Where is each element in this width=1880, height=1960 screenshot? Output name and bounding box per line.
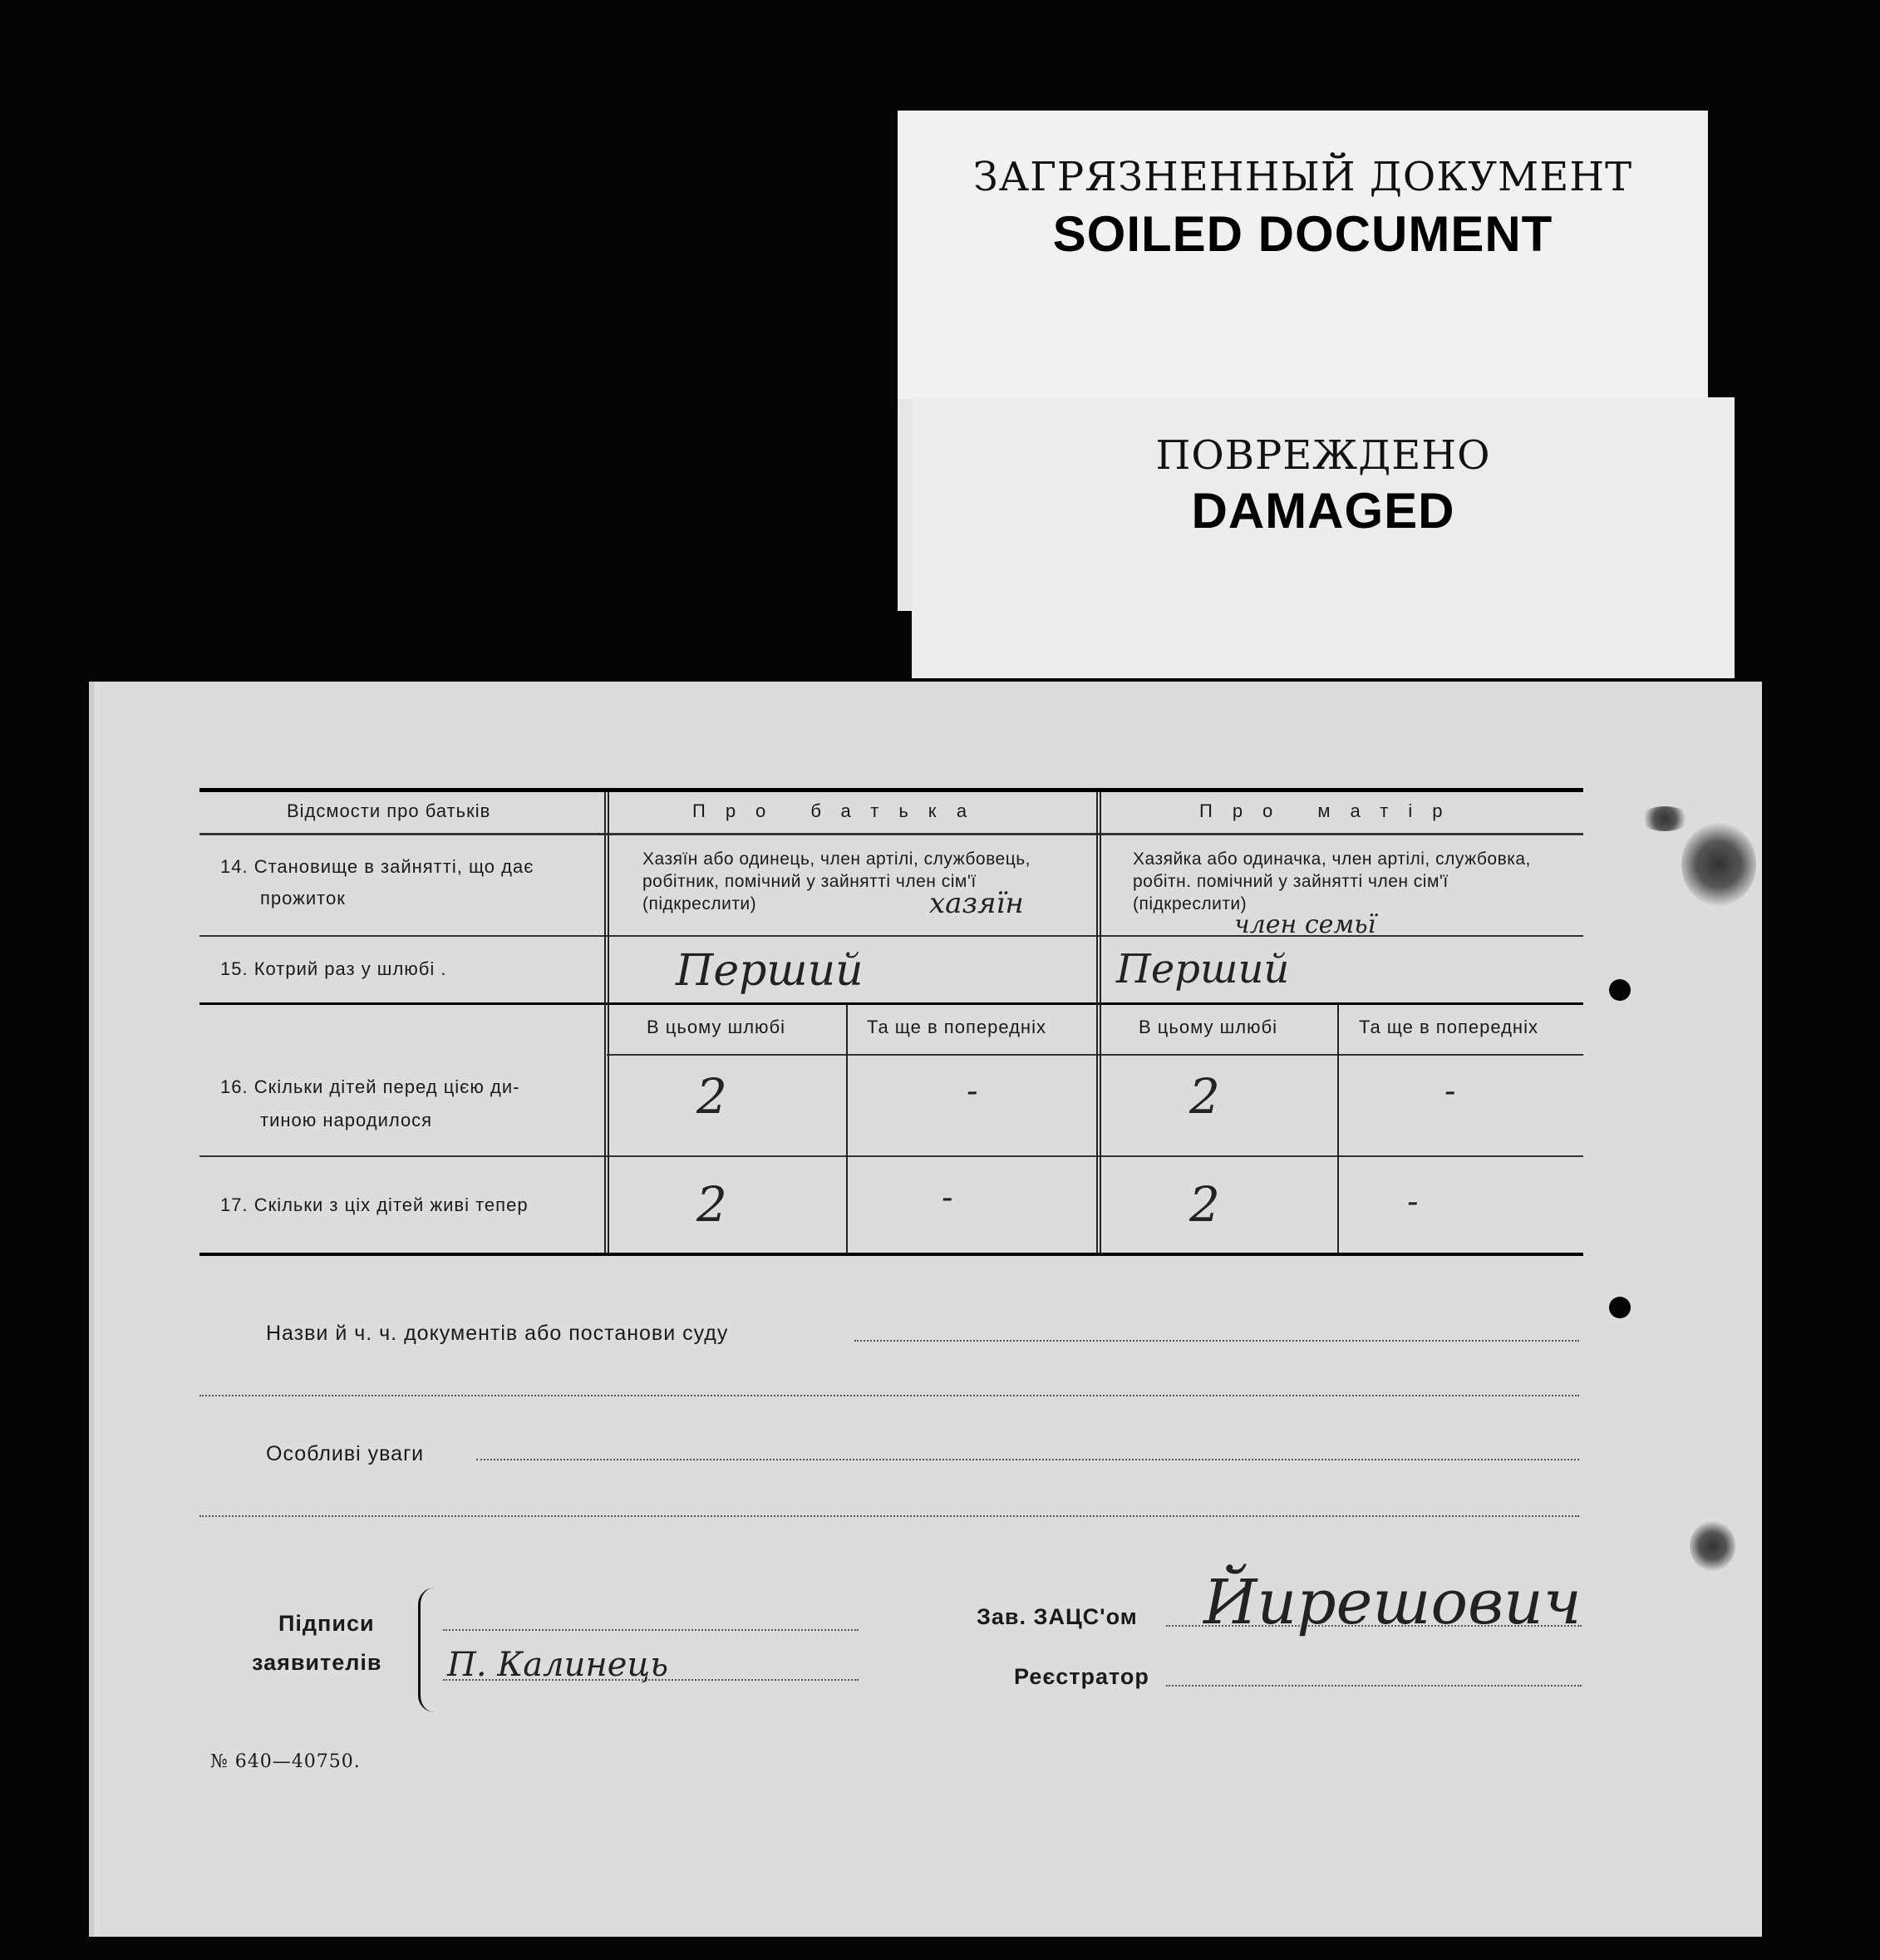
damaged-card (912, 397, 1735, 678)
row16-mother-this: 2 (1189, 1068, 1220, 1125)
registrar-line (1166, 1685, 1582, 1687)
subheader-mother-this: В цьому шлюбі (1139, 1017, 1278, 1037)
row15-rule (199, 1002, 1583, 1005)
documents-label: Назви й ч. ч. документів або постанови суду (266, 1322, 729, 1345)
row14-label-cont: прожиток (260, 888, 346, 909)
damaged-label-ru: ПОВРЕЖДЕНО (1155, 432, 1491, 479)
head-label: Зав. ЗАЦС'ом (977, 1604, 1138, 1629)
row17-mother-this: 2 (1189, 1176, 1220, 1233)
row16-father-this: 2 (696, 1068, 727, 1125)
remarks-line-2 (199, 1515, 1579, 1517)
punch-hole (1609, 979, 1631, 1001)
table-top-rule (199, 788, 1583, 792)
header-info: Відсмости про батьків (287, 800, 491, 821)
col-divider (846, 1005, 848, 1253)
row14-father-options: Хазяїн або одинець, член артілі, службовець, робітник, помічний у зайнятті член сім'ї (підкреслити) (642, 849, 1031, 914)
soiled-label-ru: ЗАГРЯЗНЕННЫЙ ДОКУМЕНТ (972, 154, 1633, 200)
documents-line (854, 1340, 1579, 1342)
form-number: № 640—40750. (210, 1751, 361, 1772)
applicant-line-1 (443, 1629, 859, 1631)
row16-label: 16. Скільки дітей перед цією ди- (220, 1076, 520, 1097)
row15-label: 15. Котрий раз у шлюбі . (220, 958, 447, 979)
subheader-rule (607, 1054, 1583, 1056)
row17-label: 17. Скільки з ціх дітей живі тепер (220, 1194, 529, 1215)
ink-stain (1640, 806, 1690, 831)
row14-father-handwriting: хазяїн (929, 887, 1024, 920)
row14-mother-handwriting: член семьї (1234, 910, 1376, 939)
row17-father-this: 2 (696, 1176, 727, 1233)
row15-mother-handwriting: Перший (1116, 946, 1290, 992)
soiled-document-card (898, 111, 1708, 418)
col-divider (1100, 792, 1101, 1253)
table-bottom-rule (199, 1253, 1583, 1256)
row16-label-cont: тиною народилося (260, 1110, 433, 1130)
subheader-father-this: В цьому шлюбі (647, 1017, 786, 1037)
row14-rule (199, 935, 1583, 937)
remarks-line (476, 1459, 1579, 1460)
registration-form-sheet (94, 682, 1762, 1937)
head-signature: Йирешович (1203, 1567, 1582, 1638)
row14-mother-options: Хазяйка або одиначка, член артілі, службовка, робітн. помічний у зайнятті член сім'ї (підкреслити) (1133, 849, 1531, 914)
remarks-label: Особливі уваги (266, 1442, 425, 1465)
row16-mother-previous: - (1444, 1072, 1456, 1111)
applicant-signature: П. Калинець (447, 1646, 669, 1684)
row16-rule (199, 1155, 1583, 1157)
header-mother: Про матір (1199, 800, 1463, 821)
punch-hole (1609, 1297, 1631, 1318)
soiled-label-en: SOILED DOCUMENT (1052, 206, 1553, 262)
row16-father-previous: - (967, 1072, 978, 1111)
row15-father-handwriting: Перший (676, 946, 864, 996)
header-father: Про батька (692, 800, 987, 821)
col-divider (608, 792, 609, 1253)
documents-line-2 (199, 1395, 1579, 1396)
header-rule (199, 833, 1583, 835)
applicants-label-cont: заявителів (252, 1650, 382, 1675)
row17-father-previous: - (942, 1179, 953, 1217)
col-divider (1337, 1005, 1339, 1253)
ink-stain (1681, 823, 1756, 906)
row17-mother-previous: - (1407, 1183, 1419, 1221)
subheader-mother-previous: Та ще в попередніх (1359, 1017, 1538, 1037)
row14-label: 14. Становище в зайнятті, що дає (220, 856, 534, 877)
subheader-father-previous: Та ще в попередніх (867, 1017, 1046, 1037)
col-divider (1096, 792, 1098, 1253)
ink-stain (1690, 1521, 1735, 1571)
applicants-label: Підписи (278, 1611, 375, 1636)
registrar-label: Реєстратор (1014, 1664, 1149, 1689)
brace (418, 1588, 439, 1712)
damaged-label-en: DAMAGED (1191, 483, 1455, 539)
col-divider (604, 792, 606, 1253)
